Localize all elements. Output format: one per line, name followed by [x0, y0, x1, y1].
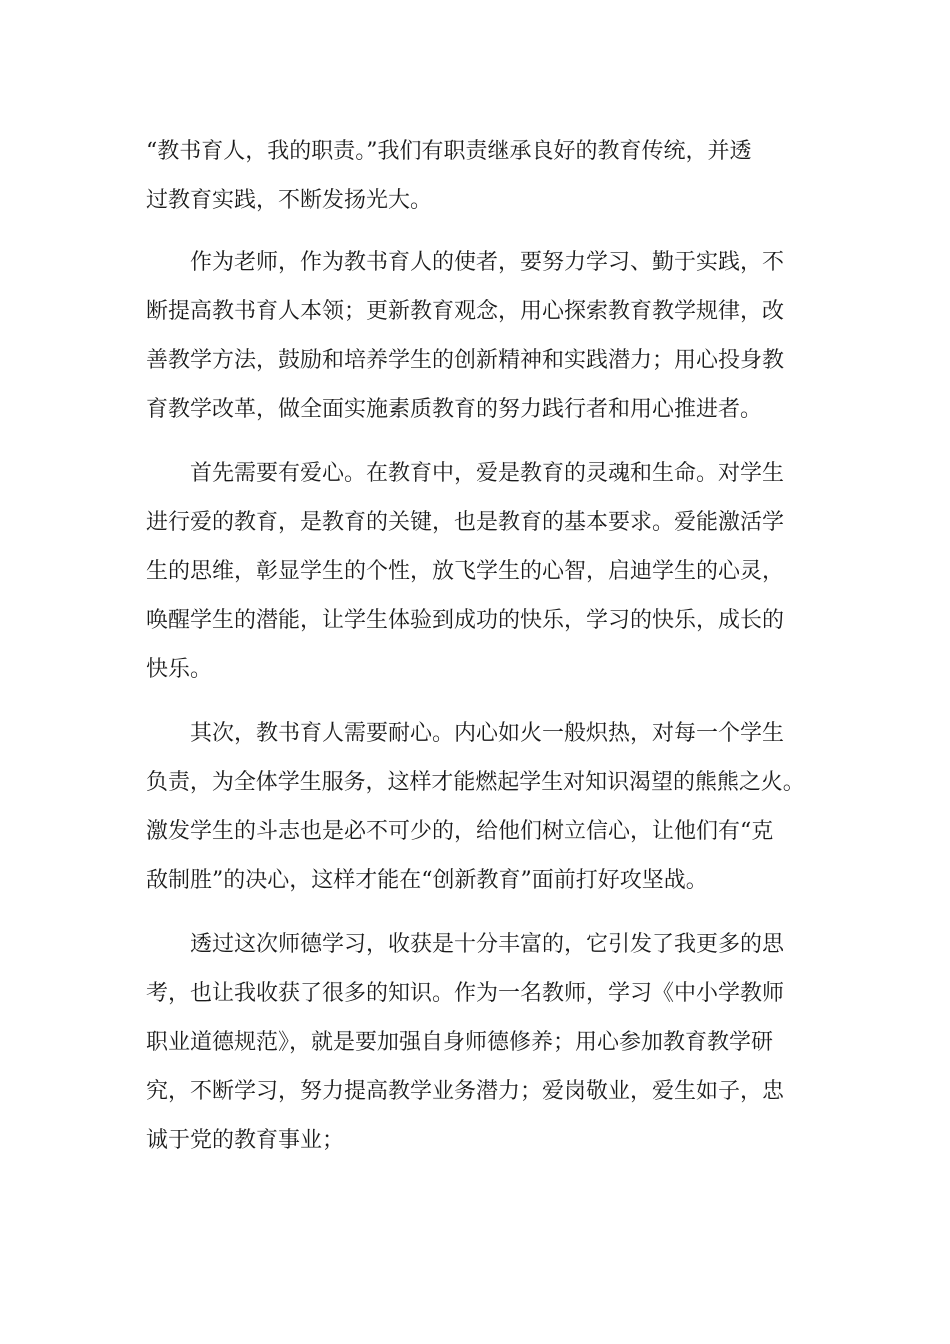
text-line: 唤醒学生的潜能，让学生体验到成功的快乐，学习的快乐，成长的	[146, 608, 785, 633]
text-line: 激发学生的斗志也是必不可少的，给他们树立信心，让他们有“克	[146, 819, 774, 844]
text-line: 断提高教书育人本领；更新教育观念，用心探索教育教学规律，改	[146, 299, 785, 324]
text-line: 负责，为全体学生服务，这样才能燃起学生对知识渴望的熊熊之火。	[146, 770, 805, 795]
text-line: 快乐。	[146, 657, 213, 682]
text-line: 生的思维，彰显学生的个性，放飞学生的心智，启迪学生的心灵，	[146, 559, 785, 584]
text-line: 透过这次师德学习，收获是十分丰富的，它引发了我更多的思	[146, 932, 785, 957]
text-line: 职业道德规范》，就是要加强自身师德修养；用心参加教育教学研	[146, 1030, 774, 1055]
text-line: “教书育人，我的职责。”我们有职责继承良好的教育传统，并透	[146, 139, 752, 164]
text-line: 敌制胜”的决心，这样才能在“创新教育”面前打好攻坚战。	[146, 868, 708, 893]
text-line: 考，也让我收获了很多的知识。作为一名教师，学习《中小学教师	[146, 981, 785, 1006]
text-line: 诚于党的教育事业；	[146, 1128, 345, 1153]
text-line: 善教学方法，鼓励和培养学生的创新精神和实践潜力；用心投身教	[146, 348, 785, 373]
text-line: 过教育实践，不断发扬光大。	[146, 188, 433, 213]
text-line: 究，不断学习，努力提高教学业务潜力；爱岗敬业，爱生如子，忠	[146, 1079, 785, 1104]
text-line: 进行爱的教育，是教育的关键，也是教育的基本要求。爱能激活学	[146, 510, 785, 535]
text-line: 首先需要有爱心。在教育中，爱是教育的灵魂和生命。对学生	[146, 461, 785, 486]
text-line: 其次，教书育人需要耐心。内心如火一般炽热，对每一个学生	[146, 721, 785, 746]
text-line: 育教学改革，做全面实施素质教育的努力践行者和用心推进者。	[146, 397, 763, 422]
text-line: 作为老师，作为教书育人的使者，要努力学习、勤于实践，不	[146, 250, 785, 275]
